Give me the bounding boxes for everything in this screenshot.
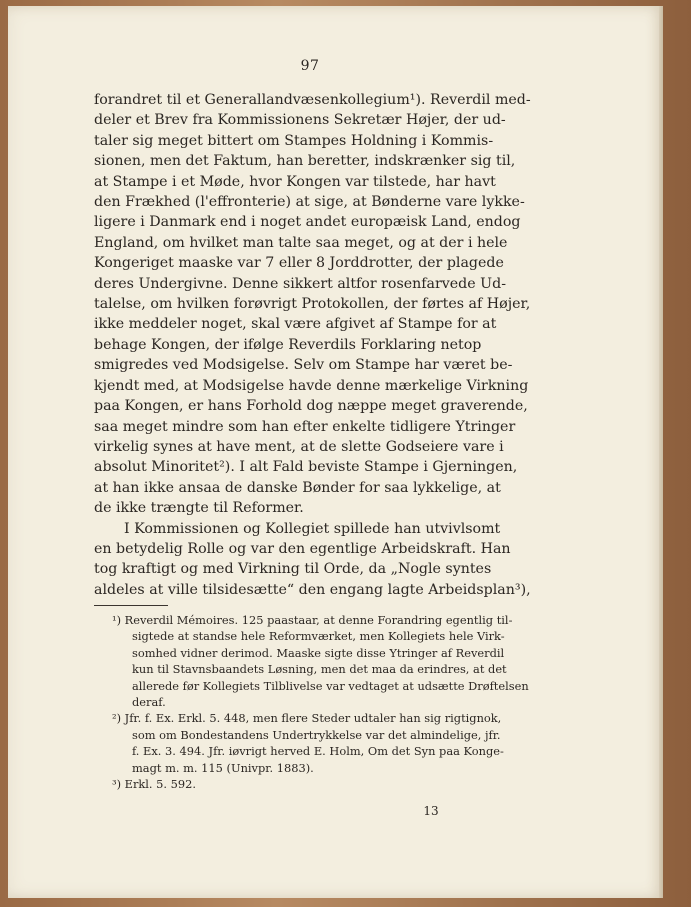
footnote-line: ²) Jfr. f. Ex. Erkl. 5. 448, men flere Steder udtaler han sig rigtignok, xyxy=(112,711,502,726)
body-line: ikke meddeler noget, skal være afgivet af Stampe for at xyxy=(94,316,497,333)
body-line: Kongeriget maaske var 7 eller 8 Jorddrotter, der plagede xyxy=(94,255,504,272)
body-line: at han ikke ansaa de danske Bønder for saa lykkelige, at xyxy=(94,479,501,496)
footnote-line: somhed vidner derimod. Maaske sigte disse Ytringer af Reverdil xyxy=(132,645,505,660)
footnote-line: sigtede at standse hele Reformværket, men Kollegiets hele Virk- xyxy=(132,629,505,644)
body-line: smigredes ved Modsigelse. Selv om Stampe har været be- xyxy=(94,357,513,374)
body-line: I Kommissionen og Kollegiet spillede han utvivlsomt xyxy=(124,520,501,537)
body-line: den Frækhed (l'effronterie) at sige, at Bønderne vare lykke- xyxy=(94,194,525,211)
body-line: deres Undergivne. Denne sikkert altfor rosenfarvede Ud- xyxy=(94,275,506,292)
body-line: forandret til et Generallandvæsenkollegium¹). Reverdil med- xyxy=(94,92,531,108)
body-line: de ikke trængte til Reformer. xyxy=(94,500,304,517)
footnote-line: ¹) Reverdil Mémoires. 125 paastaar, at denne Forandring egentlig til- xyxy=(112,613,513,627)
body-line: aldeles at ville tilsidesætte“ den engang lagte Arbeidsplan³), xyxy=(94,581,531,598)
body-line: tog kraftigt og med Virkning til Orde, da „Nogle syntes xyxy=(94,561,492,578)
body-line: deler et Brev fra Kommissionens Sekretær Højer, der ud- xyxy=(94,112,506,129)
footnote-divider xyxy=(94,605,168,606)
footnote-line: som om Bondestandens Undertrykkelse var det almindelige, jfr. xyxy=(132,727,501,742)
body-line: en betydelig Rolle og var den egentlige Arbeidskraft. Han xyxy=(94,540,511,557)
body-line: paa Kongen, er hans Forhold dog næppe meget graverende, xyxy=(94,398,528,415)
body-line: talelse, om hvilken forøvrigt Protokollen, der førtes af Højer, xyxy=(94,296,531,313)
footnote-line: f. Ex. 3. 494. Jfr. iøvrigt herved E. Holm, Om det Syn paa Konge- xyxy=(132,744,504,759)
body-line: ligere i Danmark end i noget andet europæisk Land, endog xyxy=(94,214,521,231)
page-number: 97 xyxy=(300,58,320,74)
body-line: kjendt med, at Modsigelse havde denne mærkelige Virkning xyxy=(94,377,529,394)
footnote-line: kun til Stavnsbaandets Løsning, men det maa da erindres, at det xyxy=(132,662,507,677)
footnote-line: allerede før Kollegiets Tilblivelse var vedtaget at udsætte Drøftelsen xyxy=(132,678,529,693)
body-line: absolut Minoritet²). I alt Fald beviste Stampe i Gjerningen, xyxy=(94,459,518,476)
footnote-line: deraf. xyxy=(132,695,166,710)
body-line: England, om hvilket man talte saa meget, og at der i hele xyxy=(94,234,508,251)
body-line: saa meget mindre som han efter enkelte tidligere Ytringer xyxy=(94,418,516,435)
footnotes xyxy=(112,612,529,792)
body-text xyxy=(94,90,531,600)
signature-mark: 13 xyxy=(423,804,439,818)
body-line: virkelig synes at have ment, at de slette Godseiere vare i xyxy=(94,438,504,455)
footnote-line: ³) Erkl. 5. 592. xyxy=(112,777,197,792)
body-line: taler sig meget bittert om Stampes Holdning i Kommis- xyxy=(94,132,494,149)
body-line: behage Kongen, der ifølge Reverdils Forklaring netop xyxy=(94,336,482,353)
body-line: sionen, men det Faktum, han beretter, indskrænker sig til, xyxy=(94,153,516,170)
footnote-line: magt m. m. 115 (Univpr. 1883). xyxy=(132,760,314,775)
body-line: at Stampe i et Møde, hvor Kongen var tilstede, har havt xyxy=(94,173,496,190)
page-edge xyxy=(659,6,663,898)
